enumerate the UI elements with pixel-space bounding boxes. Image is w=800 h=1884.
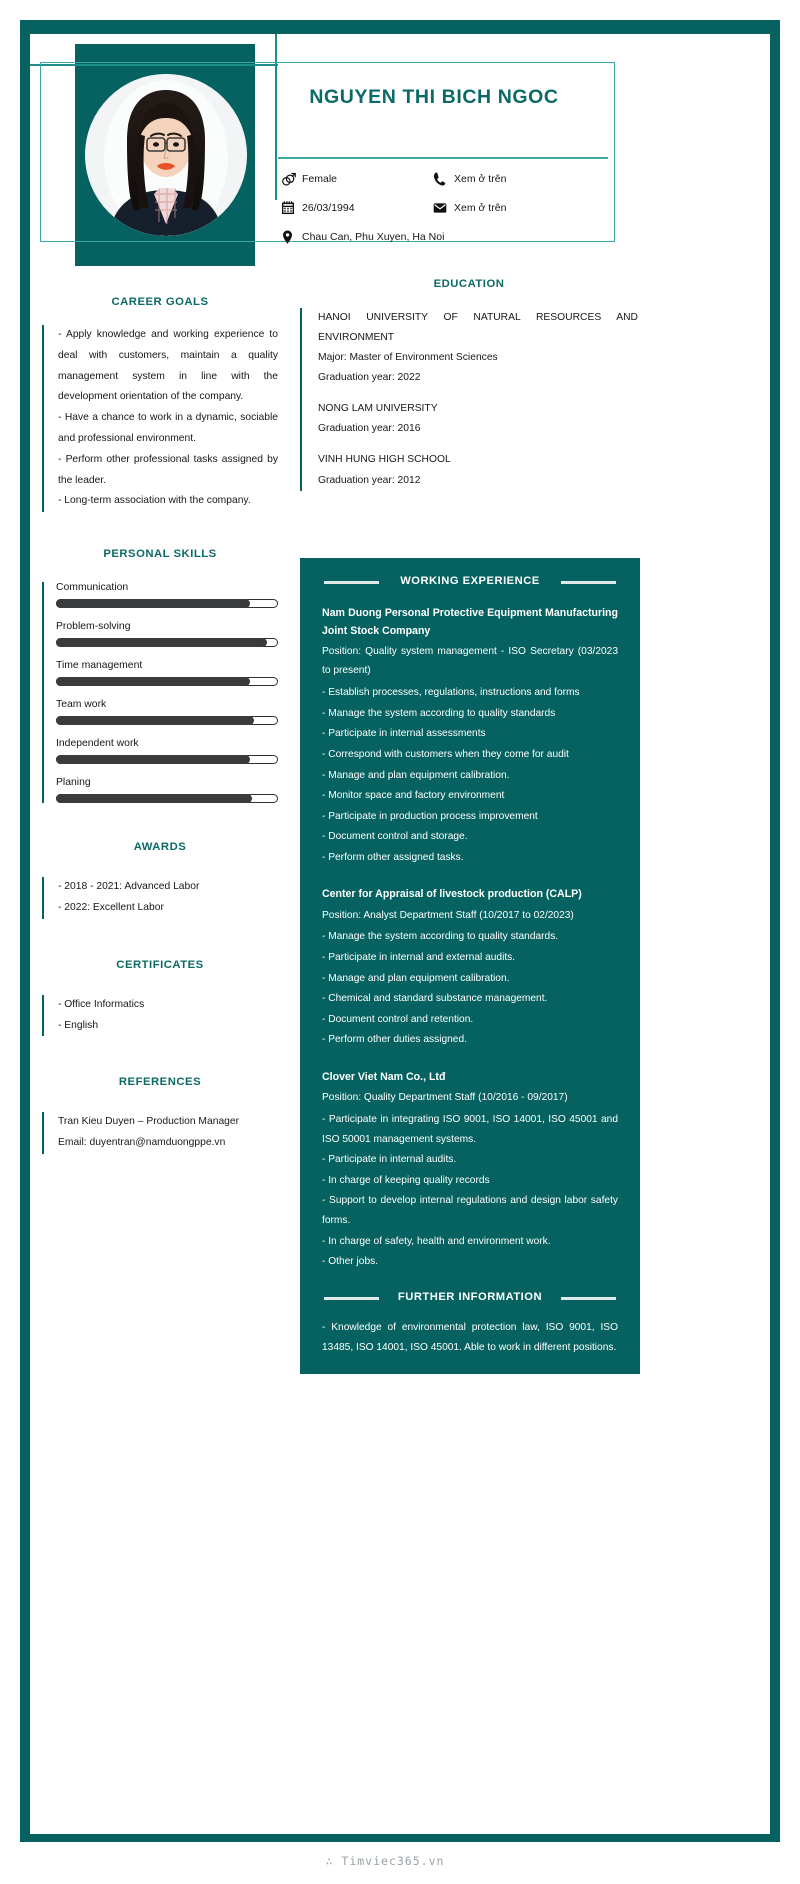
reference-item: Tran Kieu Duyen – Production Manager [58,1116,240,1128]
job-bullet: - In charge of safety, health and environment work. [322,1235,551,1247]
job-bullet: - Manage and plan equipment calibration. [322,769,510,781]
portrait-photo-icon [85,74,247,236]
contact-row [280,228,610,246]
section-further-information [300,1276,640,1359]
skill-label: Problem-solving [56,621,131,633]
job-bullet: - Perform other assigned tasks. [322,851,464,863]
reference-item: Email: duyentran@namduongppe.vn [58,1137,226,1149]
job-position: Position: Quality Department Staff (10/2016 - 09/2017) [322,1092,568,1104]
section-heading: CERTIFICATES [116,958,204,971]
section-heading: FURTHER INFORMATION [397,1290,543,1303]
job-entry [322,885,618,1050]
skill-label: Communication [56,582,129,594]
contact-phone [432,170,506,188]
skill-item [56,621,278,647]
footer [0,1852,800,1870]
page-title: NGUYEN THI BICH NGOC [309,86,559,108]
footer-watermark: ∴ Timviec365.vn [325,1854,445,1868]
cv-header [30,34,770,266]
contact-birthdate [280,199,432,217]
contact-value: 26/03/1994 [302,202,355,214]
avatar [85,74,247,236]
job-bullet: - Other jobs. [322,1256,379,1268]
name-underline [278,157,608,159]
job-entry [322,1068,618,1272]
left-column [42,296,278,1184]
header-dash-left [324,581,379,584]
contact-value: Xem ở trên [454,173,507,185]
education-body [300,308,638,491]
section-personal-skills [42,548,278,803]
job-company: Nam Duong Personal Protective Equipment Manufacturing Joint Stock Company [322,607,618,638]
job-bullet: - Participate in internal audits. [322,1154,457,1166]
skill-item [56,660,278,686]
skill-bar-fill [56,755,250,764]
job-bullet: - Establish processes, regulations, instructions and forms [322,687,580,699]
skill-bar-fill [56,599,250,608]
header-dash-right [561,1297,616,1300]
working-experience-header [300,558,640,604]
certificates-body [42,995,278,1037]
skill-bar-track [56,677,278,686]
award-item: - 2018 - 2021: Advanced Labor [58,881,200,893]
contact-row [280,199,610,217]
job-bullet: - Support to develop internal regulations and design labor safety forms. [322,1195,618,1226]
skills-body [42,582,278,803]
education-school: HANOI UNIVERSITY OF NATURAL RESOURCES AND ENVIRONMENT [318,312,638,344]
education-detail: Graduation year: 2012 [318,474,421,486]
job-bullet: - Participate in internal and external audits. [322,952,516,964]
education-school: VINH HUNG HIGH SCHOOL [318,454,451,466]
award-item: - 2022: Excellent Labor [58,901,164,913]
skill-item [56,582,278,608]
skill-item [56,738,278,764]
job-bullet: - Perform other duties assigned. [322,1034,467,1046]
job-bullet: - Correspond with customers when they come for audit [322,748,569,760]
skill-bar-fill [56,677,250,686]
job-bullet: - Manage the system according to quality standards [322,707,556,719]
education-item [318,450,638,490]
career-goals-body [42,325,278,512]
job-bullet: - Participate in integrating ISO 9001, ISO 14001, ISO 45001 and ISO 50001 management systems. [322,1114,618,1145]
calendar-icon [280,199,302,217]
contact-value: Xem ở trên [454,202,507,214]
career-goal-paragraph: - Perform other professional tasks assigned by the leader. [58,453,278,486]
section-certificates [42,959,278,1037]
references-body [42,1112,278,1154]
job-bullet: - Monitor space and factory environment [322,790,505,802]
education-item [318,399,638,439]
email-icon [432,199,454,217]
awards-body [42,877,278,919]
section-heading: CAREER GOALS [111,296,209,308]
career-goal-paragraph: - Long-term association with the company. [58,495,251,507]
contact-email [432,199,506,217]
job-bullet: - Participate in production process improvement [322,810,538,822]
section-career-goals [42,296,278,512]
skill-item [56,777,278,803]
contact-value: Female [302,173,338,185]
career-goal-paragraph: - Have a chance to work in a dynamic, sociable and professional environment. [58,412,278,444]
gender-icon [280,170,302,188]
job-company: Center for Appraisal of livestock production (CALP) [322,888,582,901]
certificate-item: - Office Informatics [58,998,145,1010]
education-school: NONG LAM UNIVERSITY [318,403,438,415]
header-dash-right [561,581,616,584]
location-icon [280,228,302,246]
section-heading: EDUCATION [433,278,505,290]
further-information-body [300,1318,640,1359]
section-heading: WORKING EXPERIENCE [400,575,540,587]
section-heading: AWARDS [133,841,187,854]
skill-label: Time management [56,660,143,672]
contact-gender [280,170,432,188]
section-education [300,278,638,491]
job-entry [322,604,618,867]
education-detail: Graduation year: 2022 [318,372,421,384]
certificate-item: - English [58,1019,99,1031]
education-detail: Graduation year: 2016 [318,423,421,435]
phone-icon [432,170,454,188]
job-bullet: - Document control and retention. [322,1013,474,1025]
section-references [42,1076,278,1154]
skill-item [56,699,278,725]
contact-value: Chau Can, Phu Xuyen, Ha Noi [302,231,445,243]
skill-label: Team work [56,699,107,711]
job-company: Clover Viet Nam Co., Ltđ [322,1070,446,1083]
job-bullet: - Manage and plan equipment calibration. [322,972,510,984]
header-dash-left [324,1297,379,1300]
skill-bar-fill [56,638,267,647]
skill-bar-track [56,599,278,608]
section-heading: REFERENCES [118,1076,202,1089]
contact-row [280,170,610,188]
job-position: Position: Quality system management - ISO Secretary (03/2023 to present) [322,646,618,677]
job-bullet: - Manage the system according to quality standards. [322,931,559,943]
section-heading: PERSONAL SKILLS [103,548,217,561]
skill-label: Planing [56,777,91,789]
skill-bar-track [56,755,278,764]
job-bullet: - In charge of keeping quality records [322,1174,490,1186]
right-column [300,278,638,517]
further-information-header [300,1276,640,1318]
section-working-experience [300,558,640,1374]
contact-info [280,170,610,257]
education-item [318,308,638,388]
education-detail: Major: Master of Environment Sciences [318,352,498,364]
job-bullet: - Participate in internal assessments [322,728,486,740]
career-goal-paragraph: - Apply knowledge and working experience to deal with customers, maintain a quality management system in line with the development orientation of the company. [58,329,278,403]
section-awards [42,841,278,919]
job-bullet: - Chemical and standard substance management. [322,993,548,1005]
further-information-text: - Knowledge of environmental protection law, ISO 9001, ISO 13485, ISO 14001, ISO 45001. Able to work in different positions. [322,1321,618,1354]
working-experience-body [300,604,640,1272]
contact-address [280,228,444,246]
skill-bar-track [56,716,278,725]
skill-label: Independent work [56,738,139,750]
skill-bar-fill [56,716,254,725]
skill-bar-fill [56,794,252,803]
skill-bar-track [56,794,278,803]
skill-bar-track [56,638,278,647]
job-bullet: - Document control and storage. [322,831,468,843]
job-position: Position: Analyst Department Staff (10/2017 to 02/2023) [322,909,574,921]
